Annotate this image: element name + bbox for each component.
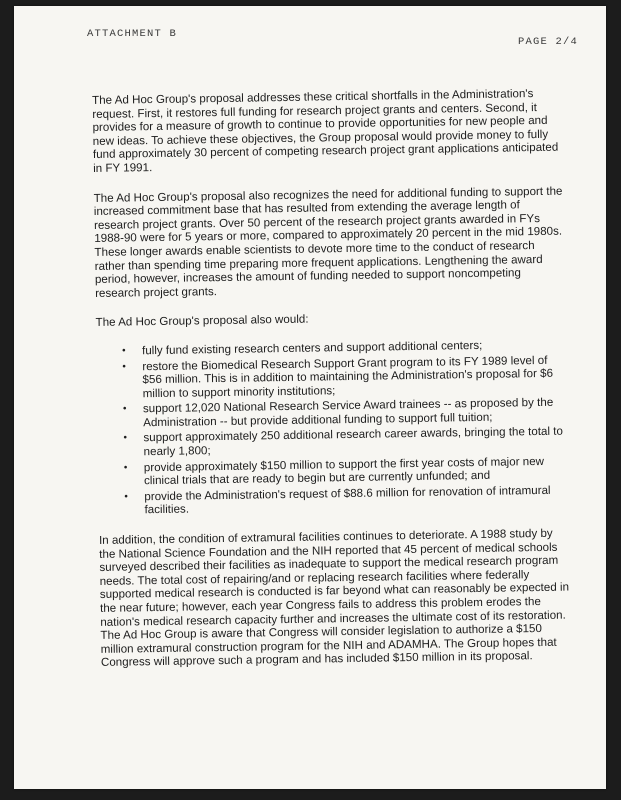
closing-paragraph: In addition, the condition of extramural facilities continues to deteriorate. A 1988 study by the National Science Foundation and the NIH reported that 45 percent of medical schools surveyed described their facilities as inadequate to support the medical research program needs. The total cost of repairing/and or replacing research facilities where federally supported medical research is conducted is far beyond what can reasonably be expected in the near future; however, each year Congress fails to address this problem erodes the nation's medical research capacity further and increases the ultimate cost of its restoration. The Ad Hoc Group is aware that Congress will consider legislation to authorize a $150 million extramural construction program for the NIH and ADAMHA. The Group hopes that Congress will approve such a program and has included $150 million in its proposal. — [98, 526, 570, 670]
bullet-item: • support approximately 250 additional research career awards, bringing the total to nearly 1,800; — [123, 425, 569, 459]
bullet-item: • provide the Administration's request of $88.6 million for renovation of intramural facilities. — [124, 483, 570, 517]
document-body — [92, 87, 573, 686]
proposal-bullet-list — [96, 337, 571, 518]
paragraph-1: The Ad Hoc Group's proposal addresses these critical shortfalls in the Administration's request. First, it restores full funding for research project grants and centers. Second, it provides for a measure of growth to continue to provide opportunities for new people and new ideas. To achieve these objectives, the Group proposal would provide money to fully fund approximately 30 percent of competing research project grant applications anticipated in FY 1991. — [92, 87, 559, 175]
paragraph-2: The Ad Hoc Group's proposal also recognizes the need for additional funding to support the increased commitment base that has resulted from extending the average length of research project grants. Over 50 percent of the research project grants awarded in FYs 1988-90 were for 5 years or more, compared to approximately 20 percent in the mid 1980s. These longer awards enable scientists to devote more time to the conduct of research rather than spending time preparing more frequent applications. Lengthening the award period, however, increases the amount of funding needed to support noncompeting research project grants. — [93, 184, 563, 300]
document-page — [14, 6, 606, 789]
attachment-label: ATTACHMENT B — [87, 28, 178, 40]
bullet-item: • fully fund existing research centers and support additional centers; — [122, 337, 568, 358]
list-intro: The Ad Hoc Group's proposal also would: — [95, 312, 309, 330]
bullet-item: • support 12,020 National Research Service Award trainees -- as proposed by the Administration -- but provide additional funding to support full tuition; — [123, 396, 569, 430]
page-number: PAGE 2/4 — [517, 36, 578, 48]
bullet-item: • restore the Biomedical Research Support Grant program to its FY 1989 level of $56 million. This is in addition to maintaining the Administration's proposal for $6 million to support minority institutions; — [122, 353, 569, 401]
bullet-item: • provide approximately $150 million to support the first year costs of major new clinical trials that are ready to begin but are currently unfunded; and — [124, 454, 570, 488]
